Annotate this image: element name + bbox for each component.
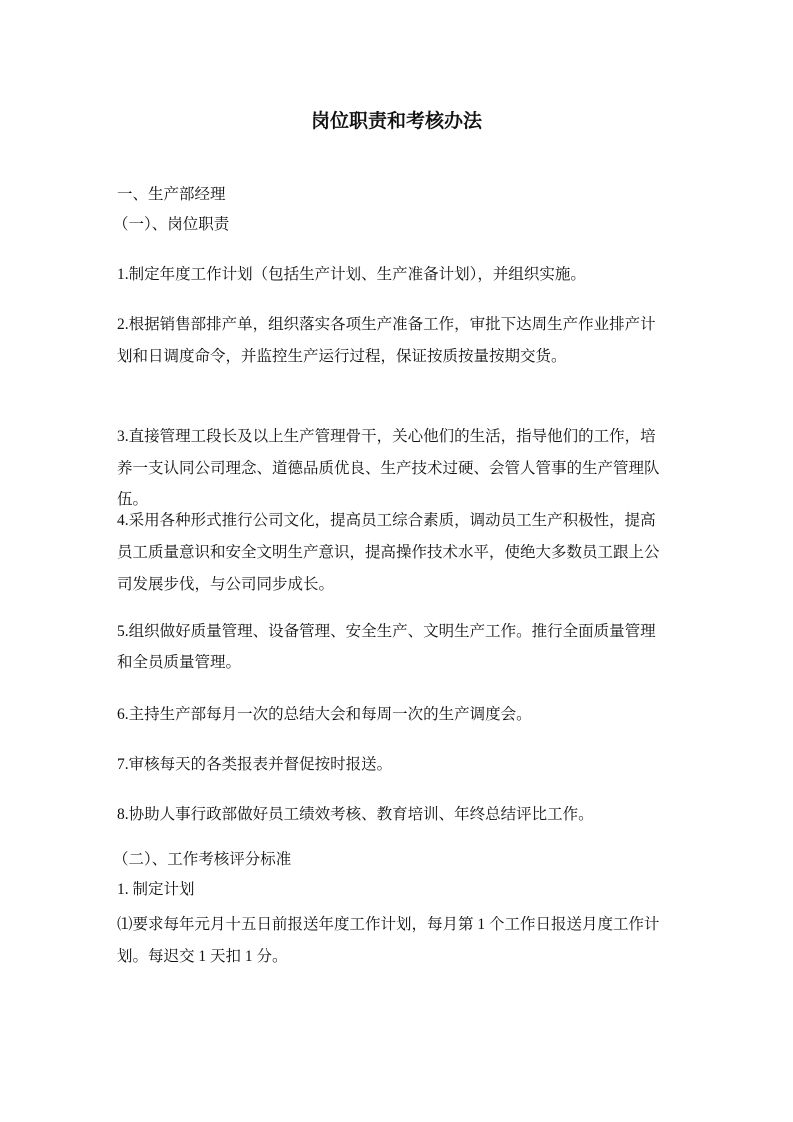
subsection-heading: （一）、岗位职责 bbox=[113, 216, 230, 233]
paragraph-line: 划。每迟交 1 天扣 1 分。 bbox=[117, 948, 288, 965]
subsection-heading: （二）、工作考核评分标准 bbox=[113, 851, 292, 868]
paragraph-line: 4.采用各种形式推行公司文化，提高员工综合素质，调动员工生产积极性，提高 bbox=[117, 512, 656, 529]
paragraph-line: 员工质量意识和安全文明生产意识，提高操作技术水平，使绝大多数员工跟上公 bbox=[117, 544, 660, 561]
paragraph-line: 2.根据销售部排产单，组织落实各项生产准备工作，审批下达周生产作业排产计 bbox=[117, 316, 656, 333]
section-heading: 一、生产部经理 bbox=[117, 186, 226, 203]
paragraph-line: 划和日调度命令，并监控生产运行过程，保证按质按量按期交货。 bbox=[117, 348, 567, 365]
paragraph-line: 6.主持生产部每月一次的总结大会和每周一次的生产调度会。 bbox=[117, 706, 532, 723]
paragraph-line: 司发展步伐，与公司同步成长。 bbox=[117, 576, 335, 593]
paragraph-line: 8.协助人事行政部做好员工绩效考核、教育培训、年终总结评比工作。 bbox=[117, 806, 594, 823]
document-title: 岗位职责和考核办法 bbox=[310, 111, 482, 132]
criteria-heading: 1. 制定计划 bbox=[117, 881, 195, 898]
paragraph-line: 5.组织做好质量管理、设备管理、安全生产、文明生产工作。推行全面质量管理 bbox=[117, 623, 656, 640]
paragraph-line: 和全员质量管理。 bbox=[117, 654, 242, 671]
paragraph-line: 7.审核每天的各类报表并督促按时报送。 bbox=[117, 756, 393, 773]
paragraph-line: 1.制定年度工作计划（包括生产计划、生产准备计划），并组织实施。 bbox=[117, 266, 586, 283]
paragraph-line: 伍。 bbox=[117, 491, 149, 508]
paragraph-line: 3.直接管理工段长及以上生产管理骨干，关心他们的生活，指导他们的工作，培 bbox=[117, 428, 656, 445]
paragraph-line: 养一支认同公司理念、道德品质优良、生产技术过硬、会管人管事的生产管理队 bbox=[117, 460, 660, 477]
paragraph-line: ⑴要求每年元月十五日前报送年度工作计划，每月第 1 个工作日报送月度工作计 bbox=[117, 916, 660, 933]
